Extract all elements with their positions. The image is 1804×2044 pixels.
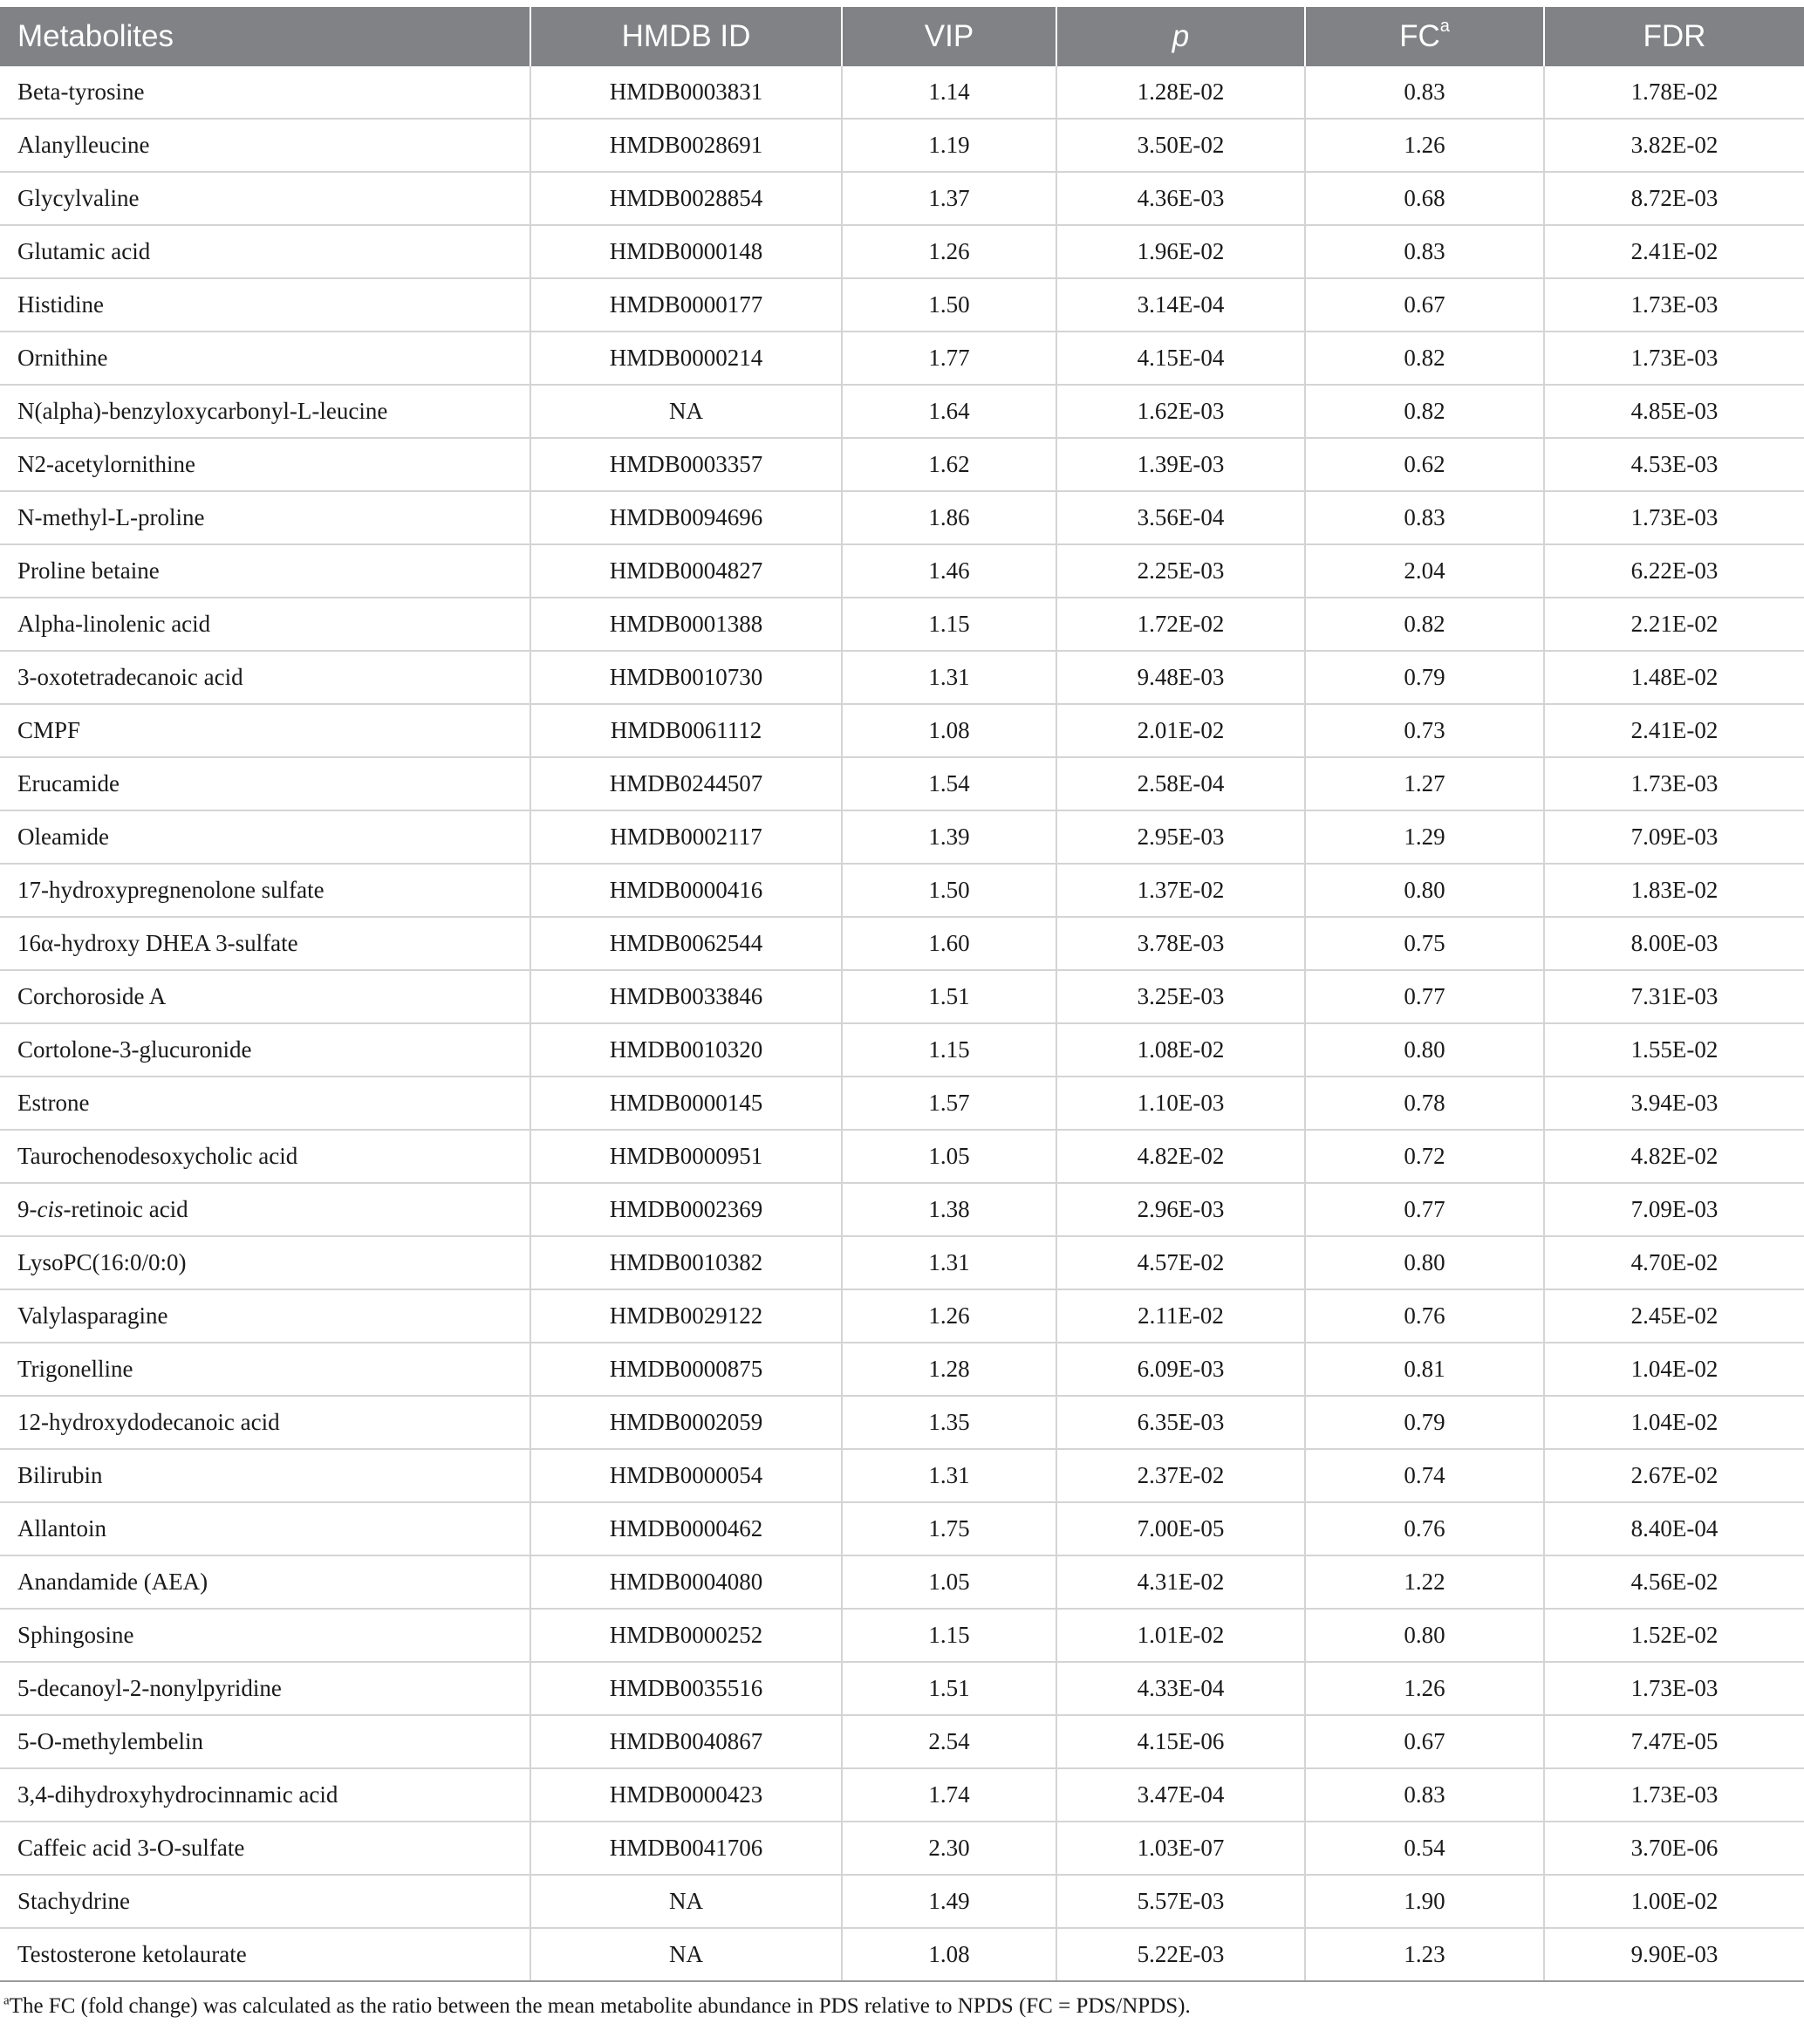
cell-fold-change: 0.80 bbox=[1305, 864, 1544, 917]
cell-p-value: 4.31E-02 bbox=[1056, 1555, 1305, 1609]
cell-fdr: 2.67E-02 bbox=[1544, 1449, 1804, 1502]
cell-fdr: 2.45E-02 bbox=[1544, 1289, 1804, 1343]
cell-fold-change: 0.83 bbox=[1305, 491, 1544, 544]
cell-fdr: 1.00E-02 bbox=[1544, 1875, 1804, 1928]
cell-hmdb-id: HMDB0002369 bbox=[530, 1183, 842, 1236]
cell-vip: 1.37 bbox=[842, 172, 1056, 225]
table-row bbox=[0, 278, 1804, 332]
cell-p-value: 1.01E-02 bbox=[1056, 1609, 1305, 1662]
cell-fold-change: 0.79 bbox=[1305, 1396, 1544, 1449]
cell-fold-change: 1.26 bbox=[1305, 1662, 1544, 1715]
table-row bbox=[0, 1609, 1804, 1662]
cell-p-value: 3.50E-02 bbox=[1056, 119, 1305, 172]
cell-fdr: 1.55E-02 bbox=[1544, 1023, 1804, 1077]
cell-metabolite-name: Glycylvaline bbox=[0, 172, 530, 225]
cell-metabolite-name: Anandamide (AEA) bbox=[0, 1555, 530, 1609]
header-metabolites: Metabolites bbox=[0, 7, 530, 66]
table-row bbox=[0, 1130, 1804, 1183]
table-row bbox=[0, 544, 1804, 598]
cell-metabolite-name: N2-acetylornithine bbox=[0, 438, 530, 491]
cell-hmdb-id: HMDB0000416 bbox=[530, 864, 842, 917]
cell-fdr: 9.90E-03 bbox=[1544, 1928, 1804, 1981]
table-row bbox=[0, 1077, 1804, 1130]
cell-hmdb-id: HMDB0028854 bbox=[530, 172, 842, 225]
cell-fold-change: 0.68 bbox=[1305, 172, 1544, 225]
table-row bbox=[0, 757, 1804, 810]
cell-fold-change: 0.82 bbox=[1305, 332, 1544, 385]
cell-p-value: 1.28E-02 bbox=[1056, 66, 1305, 119]
cell-metabolite-name: Corchoroside A bbox=[0, 970, 530, 1023]
cell-metabolite-name: Erucamide bbox=[0, 757, 530, 810]
cell-hmdb-id: HMDB0003357 bbox=[530, 438, 842, 491]
cell-fdr: 8.72E-03 bbox=[1544, 172, 1804, 225]
cell-metabolite-name: Alpha-linolenic acid bbox=[0, 598, 530, 651]
cell-hmdb-id: NA bbox=[530, 1928, 842, 1981]
cell-p-value: 2.96E-03 bbox=[1056, 1183, 1305, 1236]
cell-p-value: 2.01E-02 bbox=[1056, 704, 1305, 757]
header-fc-superscript: a bbox=[1439, 17, 1450, 37]
cell-vip: 1.15 bbox=[842, 598, 1056, 651]
cell-hmdb-id: HMDB0004827 bbox=[530, 544, 842, 598]
cell-fdr: 2.21E-02 bbox=[1544, 598, 1804, 651]
table-row bbox=[0, 438, 1804, 491]
cell-fdr: 8.00E-03 bbox=[1544, 917, 1804, 970]
cell-metabolite-name: Allantoin bbox=[0, 1502, 530, 1555]
cell-vip: 1.50 bbox=[842, 864, 1056, 917]
cell-vip: 1.50 bbox=[842, 278, 1056, 332]
metabolite-name-italic: cis bbox=[37, 1196, 64, 1222]
cell-metabolite-name: 3-oxotetradecanoic acid bbox=[0, 651, 530, 704]
table-row bbox=[0, 225, 1804, 278]
cell-fold-change: 1.27 bbox=[1305, 757, 1544, 810]
cell-metabolite-name: Trigonelline bbox=[0, 1343, 530, 1396]
cell-fold-change: 0.81 bbox=[1305, 1343, 1544, 1396]
table-row bbox=[0, 1822, 1804, 1875]
cell-metabolite-name: Bilirubin bbox=[0, 1449, 530, 1502]
cell-fdr: 1.83E-02 bbox=[1544, 864, 1804, 917]
cell-hmdb-id: HMDB0000875 bbox=[530, 1343, 842, 1396]
cell-metabolite-name: Proline betaine bbox=[0, 544, 530, 598]
cell-p-value: 1.96E-02 bbox=[1056, 225, 1305, 278]
cell-vip: 1.57 bbox=[842, 1077, 1056, 1130]
cell-fold-change: 0.83 bbox=[1305, 1768, 1544, 1822]
cell-vip: 1.31 bbox=[842, 1236, 1056, 1289]
header-fdr: FDR bbox=[1544, 7, 1804, 66]
table-row bbox=[0, 1662, 1804, 1715]
cell-fold-change: 0.67 bbox=[1305, 1715, 1544, 1768]
cell-p-value: 6.09E-03 bbox=[1056, 1343, 1305, 1396]
cell-hmdb-id: HMDB0000462 bbox=[530, 1502, 842, 1555]
cell-hmdb-id: HMDB0003831 bbox=[530, 66, 842, 119]
cell-p-value: 4.15E-06 bbox=[1056, 1715, 1305, 1768]
metabolites-table bbox=[0, 7, 1804, 1982]
table-row bbox=[0, 1555, 1804, 1609]
cell-fold-change: 0.77 bbox=[1305, 970, 1544, 1023]
cell-hmdb-id: NA bbox=[530, 385, 842, 438]
cell-vip: 1.49 bbox=[842, 1875, 1056, 1928]
cell-p-value: 2.95E-03 bbox=[1056, 810, 1305, 864]
cell-fdr: 2.41E-02 bbox=[1544, 704, 1804, 757]
table-row bbox=[0, 332, 1804, 385]
cell-fold-change: 0.80 bbox=[1305, 1236, 1544, 1289]
table-row bbox=[0, 172, 1804, 225]
cell-p-value: 4.33E-04 bbox=[1056, 1662, 1305, 1715]
metabolite-name-prefix: 9- bbox=[17, 1196, 38, 1222]
cell-fdr: 7.09E-03 bbox=[1544, 810, 1804, 864]
cell-fold-change: 1.22 bbox=[1305, 1555, 1544, 1609]
cell-vip: 1.08 bbox=[842, 704, 1056, 757]
cell-fold-change: 1.90 bbox=[1305, 1875, 1544, 1928]
cell-fold-change: 0.73 bbox=[1305, 704, 1544, 757]
cell-vip: 2.30 bbox=[842, 1822, 1056, 1875]
table-row bbox=[0, 1289, 1804, 1343]
cell-metabolite-name: 16α-hydroxy DHEA 3-sulfate bbox=[0, 917, 530, 970]
cell-vip: 1.74 bbox=[842, 1768, 1056, 1822]
cell-vip: 1.08 bbox=[842, 1928, 1056, 1981]
table-row bbox=[0, 917, 1804, 970]
cell-vip: 1.28 bbox=[842, 1343, 1056, 1396]
cell-hmdb-id: HMDB0002117 bbox=[530, 810, 842, 864]
cell-vip: 1.15 bbox=[842, 1023, 1056, 1077]
cell-fold-change: 0.78 bbox=[1305, 1077, 1544, 1130]
header-fc bbox=[1305, 7, 1544, 66]
cell-vip: 1.60 bbox=[842, 917, 1056, 970]
cell-metabolite-name: 5-decanoyl-2-nonylpyridine bbox=[0, 1662, 530, 1715]
cell-hmdb-id: NA bbox=[530, 1875, 842, 1928]
table-row bbox=[0, 1715, 1804, 1768]
table-row bbox=[0, 598, 1804, 651]
table-row bbox=[0, 1449, 1804, 1502]
cell-metabolite-name: 17-hydroxypregnenolone sulfate bbox=[0, 864, 530, 917]
cell-fold-change: 1.23 bbox=[1305, 1928, 1544, 1981]
cell-metabolite-name: Histidine bbox=[0, 278, 530, 332]
cell-fdr: 1.52E-02 bbox=[1544, 1609, 1804, 1662]
cell-p-value: 2.25E-03 bbox=[1056, 544, 1305, 598]
table-row bbox=[0, 66, 1804, 119]
table-row bbox=[0, 1023, 1804, 1077]
cell-fdr: 1.73E-03 bbox=[1544, 332, 1804, 385]
cell-vip: 1.05 bbox=[842, 1555, 1056, 1609]
cell-hmdb-id: HMDB0000054 bbox=[530, 1449, 842, 1502]
cell-vip: 1.31 bbox=[842, 1449, 1056, 1502]
table-row bbox=[0, 1343, 1804, 1396]
cell-fold-change: 1.29 bbox=[1305, 810, 1544, 864]
cell-vip: 2.54 bbox=[842, 1715, 1056, 1768]
cell-metabolite-name bbox=[0, 1183, 530, 1236]
cell-p-value: 3.56E-04 bbox=[1056, 491, 1305, 544]
table-row bbox=[0, 385, 1804, 438]
cell-fdr: 6.22E-03 bbox=[1544, 544, 1804, 598]
cell-metabolite-name: Sphingosine bbox=[0, 1609, 530, 1662]
table-row bbox=[0, 491, 1804, 544]
cell-p-value: 1.10E-03 bbox=[1056, 1077, 1305, 1130]
cell-metabolite-name: Testosterone ketolaurate bbox=[0, 1928, 530, 1981]
cell-vip: 1.15 bbox=[842, 1609, 1056, 1662]
cell-fold-change: 0.83 bbox=[1305, 66, 1544, 119]
cell-p-value: 2.11E-02 bbox=[1056, 1289, 1305, 1343]
cell-fdr: 2.41E-02 bbox=[1544, 225, 1804, 278]
cell-vip: 1.51 bbox=[842, 970, 1056, 1023]
cell-fold-change: 0.82 bbox=[1305, 385, 1544, 438]
cell-fdr: 3.70E-06 bbox=[1544, 1822, 1804, 1875]
cell-p-value: 1.39E-03 bbox=[1056, 438, 1305, 491]
table-row bbox=[0, 1183, 1804, 1236]
header-p-label: p bbox=[1172, 19, 1190, 53]
cell-fold-change: 0.67 bbox=[1305, 278, 1544, 332]
table-container bbox=[0, 7, 1804, 2019]
cell-p-value: 1.08E-02 bbox=[1056, 1023, 1305, 1077]
cell-fold-change: 0.62 bbox=[1305, 438, 1544, 491]
cell-fdr: 1.73E-03 bbox=[1544, 757, 1804, 810]
footnote-marker: a bbox=[3, 1993, 10, 2008]
table-row bbox=[0, 864, 1804, 917]
cell-p-value: 9.48E-03 bbox=[1056, 651, 1305, 704]
cell-metabolite-name: N-methyl-L-proline bbox=[0, 491, 530, 544]
cell-metabolite-name: LysoPC(16:0/0:0) bbox=[0, 1236, 530, 1289]
cell-fold-change: 0.80 bbox=[1305, 1023, 1544, 1077]
cell-p-value: 1.03E-07 bbox=[1056, 1822, 1305, 1875]
cell-vip: 1.19 bbox=[842, 119, 1056, 172]
cell-p-value: 7.00E-05 bbox=[1056, 1502, 1305, 1555]
cell-p-value: 1.72E-02 bbox=[1056, 598, 1305, 651]
cell-hmdb-id: HMDB0000177 bbox=[530, 278, 842, 332]
table-row bbox=[0, 704, 1804, 757]
cell-vip: 1.86 bbox=[842, 491, 1056, 544]
cell-hmdb-id: HMDB0000252 bbox=[530, 1609, 842, 1662]
cell-metabolite-name: Stachydrine bbox=[0, 1875, 530, 1928]
cell-hmdb-id: HMDB0041706 bbox=[530, 1822, 842, 1875]
cell-hmdb-id: HMDB0000214 bbox=[530, 332, 842, 385]
cell-p-value: 5.57E-03 bbox=[1056, 1875, 1305, 1928]
cell-p-value: 2.58E-04 bbox=[1056, 757, 1305, 810]
cell-hmdb-id: HMDB0000951 bbox=[530, 1130, 842, 1183]
cell-hmdb-id: HMDB0028691 bbox=[530, 119, 842, 172]
cell-fold-change: 0.77 bbox=[1305, 1183, 1544, 1236]
cell-p-value: 3.47E-04 bbox=[1056, 1768, 1305, 1822]
cell-vip: 1.26 bbox=[842, 225, 1056, 278]
cell-p-value: 5.22E-03 bbox=[1056, 1928, 1305, 1981]
cell-fold-change: 2.04 bbox=[1305, 544, 1544, 598]
cell-vip: 1.38 bbox=[842, 1183, 1056, 1236]
cell-fold-change: 0.80 bbox=[1305, 1609, 1544, 1662]
cell-hmdb-id: HMDB0029122 bbox=[530, 1289, 842, 1343]
cell-fdr: 4.53E-03 bbox=[1544, 438, 1804, 491]
table-header bbox=[0, 7, 1804, 66]
cell-fdr: 1.04E-02 bbox=[1544, 1396, 1804, 1449]
cell-metabolite-name: Oleamide bbox=[0, 810, 530, 864]
cell-vip: 1.64 bbox=[842, 385, 1056, 438]
table-row bbox=[0, 1502, 1804, 1555]
cell-vip: 1.31 bbox=[842, 651, 1056, 704]
table-row bbox=[0, 810, 1804, 864]
cell-metabolite-name: Taurochenodesoxycholic acid bbox=[0, 1130, 530, 1183]
cell-metabolite-name: Valylasparagine bbox=[0, 1289, 530, 1343]
table-row bbox=[0, 119, 1804, 172]
cell-p-value: 3.14E-04 bbox=[1056, 278, 1305, 332]
cell-metabolite-name: Caffeic acid 3-O-sulfate bbox=[0, 1822, 530, 1875]
cell-fdr: 1.73E-03 bbox=[1544, 1768, 1804, 1822]
cell-metabolite-name: 5-O-methylembelin bbox=[0, 1715, 530, 1768]
cell-p-value: 3.78E-03 bbox=[1056, 917, 1305, 970]
table-row bbox=[0, 970, 1804, 1023]
cell-metabolite-name: 3,4-dihydroxyhydrocinnamic acid bbox=[0, 1768, 530, 1822]
cell-hmdb-id: HMDB0000423 bbox=[530, 1768, 842, 1822]
cell-fdr: 7.47E-05 bbox=[1544, 1715, 1804, 1768]
cell-metabolite-name: Ornithine bbox=[0, 332, 530, 385]
cell-hmdb-id: HMDB0010730 bbox=[530, 651, 842, 704]
cell-vip: 1.14 bbox=[842, 66, 1056, 119]
table-row bbox=[0, 1396, 1804, 1449]
cell-hmdb-id: HMDB0061112 bbox=[530, 704, 842, 757]
footnote-text: The FC (fold change) was calculated as the ratio between the mean metabolite abundance in PDS relative to NPDS (FC = PDS/NPDS). bbox=[9, 1994, 1191, 2018]
cell-hmdb-id: HMDB0000145 bbox=[530, 1077, 842, 1130]
cell-hmdb-id: HMDB0001388 bbox=[530, 598, 842, 651]
table-row bbox=[0, 1768, 1804, 1822]
cell-vip: 1.75 bbox=[842, 1502, 1056, 1555]
cell-p-value: 4.15E-04 bbox=[1056, 332, 1305, 385]
cell-p-value: 3.25E-03 bbox=[1056, 970, 1305, 1023]
table-row bbox=[0, 1236, 1804, 1289]
cell-fdr: 8.40E-04 bbox=[1544, 1502, 1804, 1555]
cell-vip: 1.77 bbox=[842, 332, 1056, 385]
cell-metabolite-name: Estrone bbox=[0, 1077, 530, 1130]
cell-hmdb-id: HMDB0062544 bbox=[530, 917, 842, 970]
cell-fdr: 7.31E-03 bbox=[1544, 970, 1804, 1023]
cell-fold-change: 0.74 bbox=[1305, 1449, 1544, 1502]
cell-vip: 1.51 bbox=[842, 1662, 1056, 1715]
cell-p-value: 6.35E-03 bbox=[1056, 1396, 1305, 1449]
cell-p-value: 1.62E-03 bbox=[1056, 385, 1305, 438]
cell-hmdb-id: HMDB0040867 bbox=[530, 1715, 842, 1768]
cell-hmdb-id: HMDB0002059 bbox=[530, 1396, 842, 1449]
table-row bbox=[0, 1928, 1804, 1981]
cell-hmdb-id: HMDB0035516 bbox=[530, 1662, 842, 1715]
cell-fold-change: 0.76 bbox=[1305, 1289, 1544, 1343]
cell-metabolite-name: 12-hydroxydodecanoic acid bbox=[0, 1396, 530, 1449]
cell-p-value: 2.37E-02 bbox=[1056, 1449, 1305, 1502]
cell-fold-change: 0.72 bbox=[1305, 1130, 1544, 1183]
cell-fdr: 1.48E-02 bbox=[1544, 651, 1804, 704]
table-footnote bbox=[0, 1994, 1804, 2019]
cell-vip: 1.39 bbox=[842, 810, 1056, 864]
header-p bbox=[1056, 7, 1305, 66]
cell-fdr: 1.04E-02 bbox=[1544, 1343, 1804, 1396]
cell-vip: 1.54 bbox=[842, 757, 1056, 810]
cell-hmdb-id: HMDB0244507 bbox=[530, 757, 842, 810]
cell-fdr: 3.82E-02 bbox=[1544, 119, 1804, 172]
cell-metabolite-name: Glutamic acid bbox=[0, 225, 530, 278]
cell-fdr: 4.56E-02 bbox=[1544, 1555, 1804, 1609]
cell-fdr: 1.73E-03 bbox=[1544, 1662, 1804, 1715]
cell-hmdb-id: HMDB0094696 bbox=[530, 491, 842, 544]
cell-vip: 1.35 bbox=[842, 1396, 1056, 1449]
cell-fdr: 1.73E-03 bbox=[1544, 491, 1804, 544]
cell-hmdb-id: HMDB0010382 bbox=[530, 1236, 842, 1289]
metabolite-name-suffix: -retinoic acid bbox=[63, 1196, 188, 1222]
cell-p-value: 1.37E-02 bbox=[1056, 864, 1305, 917]
cell-fdr: 1.78E-02 bbox=[1544, 66, 1804, 119]
cell-fold-change: 0.79 bbox=[1305, 651, 1544, 704]
cell-fold-change: 0.54 bbox=[1305, 1822, 1544, 1875]
cell-p-value: 4.57E-02 bbox=[1056, 1236, 1305, 1289]
cell-hmdb-id: HMDB0010320 bbox=[530, 1023, 842, 1077]
cell-fold-change: 0.82 bbox=[1305, 598, 1544, 651]
cell-p-value: 4.82E-02 bbox=[1056, 1130, 1305, 1183]
cell-hmdb-id: HMDB0000148 bbox=[530, 225, 842, 278]
cell-vip: 1.05 bbox=[842, 1130, 1056, 1183]
table-row bbox=[0, 651, 1804, 704]
cell-hmdb-id: HMDB0033846 bbox=[530, 970, 842, 1023]
table-body bbox=[0, 66, 1804, 1981]
header-fc-label: FC bbox=[1399, 19, 1440, 53]
cell-fold-change: 0.83 bbox=[1305, 225, 1544, 278]
cell-vip: 1.62 bbox=[842, 438, 1056, 491]
cell-metabolite-name: N(alpha)-benzyloxycarbonyl-L-leucine bbox=[0, 385, 530, 438]
cell-fdr: 4.85E-03 bbox=[1544, 385, 1804, 438]
header-hmdb-id: HMDB ID bbox=[530, 7, 842, 66]
cell-fold-change: 0.75 bbox=[1305, 917, 1544, 970]
cell-fdr: 1.73E-03 bbox=[1544, 278, 1804, 332]
cell-p-value: 4.36E-03 bbox=[1056, 172, 1305, 225]
table-row bbox=[0, 1875, 1804, 1928]
cell-fdr: 4.82E-02 bbox=[1544, 1130, 1804, 1183]
cell-fdr: 4.70E-02 bbox=[1544, 1236, 1804, 1289]
cell-metabolite-name: Alanylleucine bbox=[0, 119, 530, 172]
cell-hmdb-id: HMDB0004080 bbox=[530, 1555, 842, 1609]
cell-fold-change: 0.76 bbox=[1305, 1502, 1544, 1555]
header-vip: VIP bbox=[842, 7, 1056, 66]
cell-fdr: 3.94E-03 bbox=[1544, 1077, 1804, 1130]
cell-fdr: 7.09E-03 bbox=[1544, 1183, 1804, 1236]
cell-metabolite-name: Cortolone-3-glucuronide bbox=[0, 1023, 530, 1077]
cell-metabolite-name: CMPF bbox=[0, 704, 530, 757]
cell-vip: 1.26 bbox=[842, 1289, 1056, 1343]
cell-metabolite-name: Beta-tyrosine bbox=[0, 66, 530, 119]
cell-vip: 1.46 bbox=[842, 544, 1056, 598]
cell-fold-change: 1.26 bbox=[1305, 119, 1544, 172]
